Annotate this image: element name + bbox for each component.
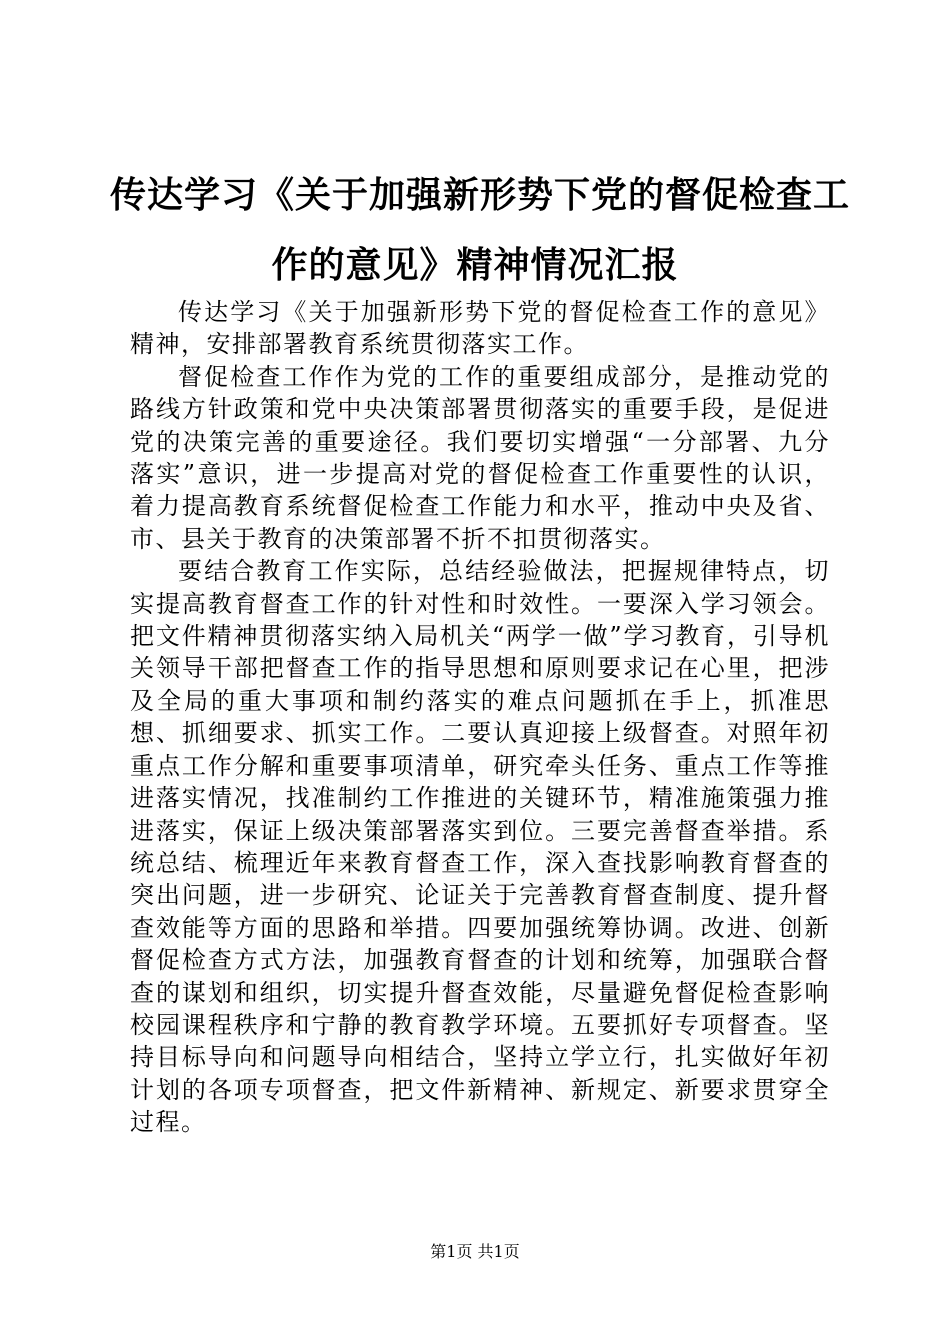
title-line: 传达学习《关于加强新形势下党的督促检查工 [110, 174, 851, 216]
document-title [110, 160, 851, 300]
title-line: 作的意见》精神情况汇报 [271, 244, 679, 286]
paragraph: 要结合教育工作实际，总结经验做法，把握规律特点，切实提高教育督查工作的针对性和时效性。一要深入学习领会。把文件精神贯彻落实纳入局机关“两学一做”学习教育，引导机关领导干部把督查工作的指导思想和原则要求记在心里，把涉及全局的重大事项和制约落实的难点问题抓在手上，抓准思想、抓细要求、抓实工作。二要认真迎接上级督查。对照年初重点工作分解和重要事项清单，研究牵头任务、重点工作等推进落实情况，找准制约工作推进的关键环节，精准施策强力推进落实，保证上级决策部署落实到位。三要完善督查举措。系统总结、梳理近年来教育督查工作，深入查找影响教育督查的突出问题，进一步研究、论证关于完善教育督查制度、提升督查效能等方面的思路和举措。四要加强统筹协调。改进、创新督促检查方式方法，加强教育督查的计划和统筹，加强联合督查的谋划和组织，切实提升督查效能，尽量避免督促检查影响校园课程秩序和宁静的教育教学环境。五要抓好专项督查。坚持目标导向和问题导向相结合，坚持立学立行，扎实做好年初计划的各项专项督查，把文件新精神、新规定、新要求贯穿全过程。 [130, 557, 830, 1137]
document-body [130, 296, 830, 1139]
page-number-footer: 第1页 共1页 [430, 1242, 520, 1261]
paragraph: 传达学习《关于加强新形势下党的督促检查工作的意见》精神，安排部署教育系统贯彻落实工作。 [130, 298, 830, 359]
paragraph: 督促检查工作作为党的工作的重要组成部分，是推动党的路线方针政策和党中央决策部署贯彻落实的重要手段，是促进党的决策完善的重要途径。我们要切实增强“一分部署、九分落实”意识，进一步提高对党的督促检查工作重要性的认识，着力提高教育系统督促检查工作能力和水平，推动中央及省、市、县关于教育的决策部署不折不扣贯彻落实。 [130, 362, 830, 553]
